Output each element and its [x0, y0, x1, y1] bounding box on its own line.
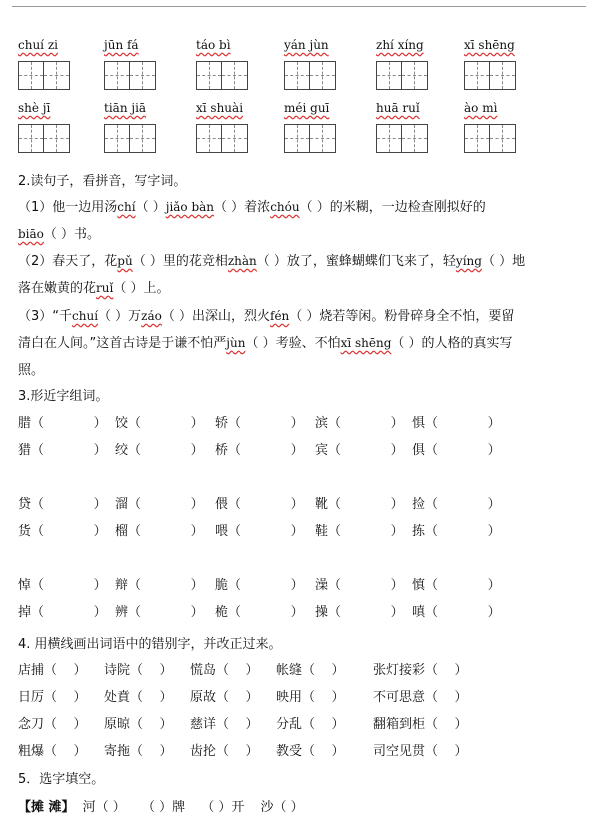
word: 帐缝	[276, 663, 303, 678]
blank-paren[interactable]: （ ）	[328, 443, 404, 458]
char: 靴	[315, 497, 329, 512]
similar-char-item[interactable]	[115, 412, 204, 431]
blank-paren[interactable]: （ ）	[216, 663, 259, 678]
word: 分乱	[276, 717, 303, 732]
word: 原晾	[104, 717, 131, 732]
sentence-1-line-2	[18, 223, 100, 242]
blank-paren[interactable]: （ ）	[128, 605, 204, 620]
blank-paren[interactable]: （ ）	[228, 578, 304, 593]
typo-word-item[interactable]	[276, 740, 345, 759]
blank-paren[interactable]: （ ）	[216, 744, 259, 759]
section3-title: 3.形近字组词。	[18, 389, 109, 404]
char: 绞	[115, 443, 129, 458]
word: 粗爆	[18, 744, 45, 759]
blank-paren[interactable]: （ ）	[425, 497, 501, 512]
grid-cell[interactable]	[105, 125, 130, 152]
writing-grid[interactable]	[104, 124, 156, 153]
similar-char-item[interactable]	[18, 412, 107, 431]
blank-paren[interactable]: （ ）	[216, 717, 259, 732]
blank-paren[interactable]: （ ）	[31, 578, 107, 593]
blank-paren[interactable]: （ ）	[302, 690, 345, 705]
typo-word-item[interactable]	[373, 740, 468, 759]
sentence-3-line-2	[18, 332, 513, 351]
word: 处賁	[104, 690, 131, 705]
word: 诗院	[104, 663, 131, 678]
typo-word-item[interactable]	[18, 713, 87, 732]
s1-blank-2[interactable]: （ ）着浓	[214, 200, 271, 215]
pinyin-label: xī shēng	[464, 38, 515, 52]
similar-char-item[interactable]	[18, 493, 107, 512]
char: 俱	[412, 443, 426, 458]
grid-cell[interactable]	[130, 62, 155, 89]
fill-item-4[interactable]: 沙（ ）	[260, 800, 304, 815]
s2-blank-1[interactable]: （ ）里的花竞相	[132, 254, 228, 269]
section2-title: 2.读句子，看拼音，写字词。	[18, 174, 187, 189]
char: 澡	[315, 578, 329, 593]
typo-word-item[interactable]	[190, 659, 259, 678]
char: 桥	[215, 443, 229, 458]
s3-pinyin-xisheng: xī shēng	[340, 336, 392, 350]
blank-paren[interactable]: （ ）	[130, 663, 173, 678]
typo-word-item[interactable]	[104, 740, 173, 759]
writing-grid[interactable]	[284, 124, 336, 153]
blank-paren[interactable]: （ ）	[44, 717, 87, 732]
similar-char-item[interactable]	[115, 493, 204, 512]
char: 饺	[115, 416, 129, 431]
word: 齿抡	[190, 744, 217, 759]
typo-word-item[interactable]	[373, 713, 468, 732]
s2-text-e: 落在嫩黄的花	[18, 281, 97, 296]
char: 货	[18, 524, 32, 539]
fill-item-2[interactable]: （ ）牌	[141, 800, 186, 815]
writing-grid[interactable]	[464, 124, 516, 153]
blank-paren[interactable]: （ ）	[31, 416, 107, 431]
similar-char-item[interactable]	[115, 439, 204, 458]
s1-blank-3[interactable]: （ ）的米糊，一边检查刚拟好的	[299, 200, 486, 215]
similar-char-item[interactable]	[215, 574, 304, 593]
s2-blank-2[interactable]: （ ）放了，蜜蜂蝴蝶们飞来了，轻	[256, 254, 456, 269]
pinyin-label: táo bì	[196, 38, 231, 52]
char: 滨	[315, 416, 329, 431]
sentence-3-line-1	[18, 305, 514, 324]
similar-char-item[interactable]	[18, 520, 107, 539]
char: 宾	[315, 443, 329, 458]
s3-pinyin-zao: záo	[141, 309, 162, 323]
s3-text-e: 清白在人间。”这首古诗是于谦不怕严	[18, 336, 227, 351]
s3-pinyin-jun: jùn	[226, 336, 246, 350]
typo-word-item[interactable]	[373, 686, 468, 705]
similar-char-item[interactable]	[412, 412, 501, 431]
typo-word-item[interactable]	[104, 713, 173, 732]
blank-paren[interactable]: （ ）	[228, 416, 304, 431]
grid-cell[interactable]	[465, 125, 490, 152]
char: 鞋	[315, 524, 329, 539]
blank-paren[interactable]: （ ）	[328, 578, 404, 593]
blank-paren[interactable]: （ ）	[128, 578, 204, 593]
similar-char-item[interactable]	[215, 601, 304, 620]
s2-blank-4[interactable]: （ ）上。	[113, 281, 170, 296]
similar-char-item[interactable]	[315, 493, 404, 512]
writing-grid[interactable]	[104, 61, 156, 90]
similar-char-item[interactable]	[315, 439, 404, 458]
typo-word-item[interactable]	[104, 686, 173, 705]
char: 辨	[115, 605, 129, 620]
similar-char-item[interactable]	[18, 601, 107, 620]
blank-paren[interactable]: （ ）	[128, 416, 204, 431]
similar-char-item[interactable]	[215, 412, 304, 431]
similar-char-item[interactable]	[412, 493, 501, 512]
blank-paren[interactable]: （ ）	[228, 443, 304, 458]
grid-cell[interactable]	[490, 62, 515, 89]
word: 张灯接彩	[373, 663, 426, 678]
typo-word-item[interactable]	[276, 659, 345, 678]
grid-cell[interactable]	[465, 62, 490, 89]
s1-blank-4[interactable]: （ ）书。	[43, 227, 101, 242]
s2-pinyin-rui: ruǐ	[96, 281, 114, 295]
word: 教受	[276, 744, 303, 759]
s2-pinyin-zhan: zhàn	[227, 254, 257, 268]
word: 念刀	[18, 717, 45, 732]
typo-word-item[interactable]	[18, 659, 87, 678]
blank-paren[interactable]: （ ）	[31, 443, 107, 458]
grid-cell[interactable]	[130, 125, 155, 152]
writing-grid[interactable]	[196, 124, 248, 153]
pinyin-label: zhí xíng	[376, 38, 424, 52]
char: 桅	[215, 605, 229, 620]
blank-paren[interactable]: （ ）	[425, 524, 501, 539]
sentence-3-line-3: 照。	[18, 363, 45, 378]
blank-paren[interactable]: （ ）	[425, 663, 468, 678]
similar-char-item[interactable]	[115, 520, 204, 539]
s3-blank-2[interactable]: （ ）出深山，烈火	[161, 309, 271, 324]
char: 悼	[18, 578, 32, 593]
char: 榴	[115, 524, 129, 539]
pinyin-label: yán jùn	[284, 38, 329, 52]
s1-text-a: （1）他一边用汤	[18, 200, 118, 215]
word: 寄拖	[104, 744, 131, 759]
pinyin-label: shè jī	[18, 101, 51, 115]
sentence-2-line-2	[18, 277, 169, 296]
typo-word-item[interactable]	[104, 659, 173, 678]
char: 惧	[412, 416, 426, 431]
char: 轿	[215, 416, 229, 431]
similar-char-item[interactable]	[412, 574, 501, 593]
writing-grid[interactable]	[464, 61, 516, 90]
similar-char-item[interactable]	[412, 520, 501, 539]
s3-blank-5[interactable]: （ ）的人格的真实写	[391, 336, 513, 351]
s2-pinyin-ying: yíng	[455, 254, 482, 268]
typo-word-item[interactable]	[190, 686, 259, 705]
blank-paren[interactable]: （ ）	[228, 524, 304, 539]
char: 喂	[215, 524, 229, 539]
word: 映用	[276, 690, 303, 705]
grid-cell[interactable]	[19, 62, 44, 89]
grid-cell[interactable]	[44, 125, 69, 152]
grid-cell[interactable]	[105, 62, 130, 89]
pinyin-label: ào mì	[464, 101, 498, 115]
similar-char-item[interactable]	[18, 574, 107, 593]
s3-pinyin-chui: chuí	[72, 309, 99, 323]
section5-title: 5．选字填空。	[18, 772, 105, 787]
blank-paren[interactable]: （ ）	[128, 443, 204, 458]
char: 偎	[215, 497, 229, 512]
char: 溜	[115, 497, 129, 512]
sentence-2-line-1	[18, 250, 525, 269]
writing-grid[interactable]	[18, 61, 70, 90]
similar-char-item[interactable]	[215, 439, 304, 458]
word: 日厉	[18, 690, 45, 705]
s1-pinyin-biao: biāo	[18, 227, 44, 241]
word: 店捕	[18, 663, 45, 678]
blank-paren[interactable]: （ ）	[128, 524, 204, 539]
char: 辩	[115, 578, 129, 593]
blank-paren[interactable]: （ ）	[216, 690, 259, 705]
blank-paren[interactable]: （ ）	[44, 690, 87, 705]
typo-word-item[interactable]	[18, 740, 87, 759]
blank-paren[interactable]: （ ）	[328, 416, 404, 431]
s1-blank-1[interactable]: （ ）	[135, 200, 166, 215]
sentence-1-line-1	[18, 196, 486, 215]
typo-word-item[interactable]	[276, 686, 345, 705]
word: 翻箱到柜	[373, 717, 426, 732]
grid-cell[interactable]	[285, 62, 310, 89]
pinyin-label: méi guī	[284, 101, 330, 115]
char: 猎	[18, 443, 32, 458]
grid-cell[interactable]	[402, 125, 427, 152]
similar-char-item[interactable]	[412, 601, 501, 620]
char: 捡	[412, 497, 426, 512]
similar-char-item[interactable]	[315, 520, 404, 539]
grid-cell[interactable]	[285, 125, 310, 152]
similar-char-item[interactable]	[315, 574, 404, 593]
similar-char-item[interactable]	[215, 493, 304, 512]
writing-grid[interactable]	[18, 124, 70, 153]
grid-cell[interactable]	[310, 62, 335, 89]
blank-paren[interactable]: （ ）	[44, 663, 87, 678]
similar-char-item[interactable]	[18, 439, 107, 458]
blank-paren[interactable]: （ ）	[425, 717, 468, 732]
char: 掉	[18, 605, 32, 620]
char: 嗔	[412, 605, 426, 620]
top-rule	[12, 6, 586, 7]
blank-paren[interactable]: （ ）	[31, 497, 107, 512]
grid-cell[interactable]	[402, 62, 427, 89]
blank-paren[interactable]: （ ）	[130, 744, 173, 759]
char: 贷	[18, 497, 32, 512]
grid-cell[interactable]	[197, 125, 222, 152]
blank-paren[interactable]: （ ）	[425, 605, 501, 620]
s3-blank-3[interactable]: （ ）烧若等闲。粉骨碎身全不怕，要留	[289, 309, 515, 324]
s2-pinyin-pu: pǔ	[117, 254, 133, 268]
s2-blank-3[interactable]: （ ）地	[481, 254, 526, 269]
similar-char-item[interactable]	[215, 520, 304, 539]
pinyin-label: jūn fá	[104, 38, 139, 52]
similar-char-item[interactable]	[315, 412, 404, 431]
blank-paren[interactable]: （ ）	[425, 443, 501, 458]
blank-paren[interactable]: （ ）	[302, 717, 345, 732]
blank-paren[interactable]: （ ）	[130, 690, 173, 705]
s3-blank-4[interactable]: （ ）考验、不怕	[245, 336, 341, 351]
s1-pinyin-chi: chí	[117, 200, 136, 214]
grid-cell[interactable]	[19, 125, 44, 152]
char-choice-bracket: 【摊 滩】	[18, 800, 75, 815]
blank-paren[interactable]: （ ）	[425, 744, 468, 759]
blank-paren[interactable]: （ ）	[328, 497, 404, 512]
blank-paren[interactable]: （ ）	[130, 717, 173, 732]
typo-word-item[interactable]	[190, 713, 259, 732]
s2-text-a: （2）春天了，花	[18, 254, 118, 269]
grid-cell[interactable]	[377, 125, 402, 152]
blank-paren[interactable]: （ ）	[425, 578, 501, 593]
blank-paren[interactable]: （ ）	[31, 524, 107, 539]
s1-pinyin-chou: chóu	[270, 200, 300, 214]
blank-paren[interactable]: （ ）	[302, 663, 345, 678]
grid-cell[interactable]	[222, 125, 247, 152]
blank-paren[interactable]: （ ）	[425, 690, 468, 705]
fill-item-1[interactable]: 河（ ）	[82, 800, 126, 815]
writing-grid[interactable]	[196, 61, 248, 90]
grid-cell[interactable]	[44, 62, 69, 89]
s3-text-a: （3）“千	[18, 309, 73, 324]
char: 操	[315, 605, 329, 620]
blank-paren[interactable]: （ ）	[228, 497, 304, 512]
writing-grid[interactable]	[376, 124, 428, 153]
pinyin-label: xī shuài	[196, 101, 244, 115]
char: 腊	[18, 416, 32, 431]
blank-paren[interactable]: （ ）	[31, 605, 107, 620]
blank-paren[interactable]: （ ）	[328, 524, 404, 539]
pinyin-label: huā ruǐ	[376, 101, 420, 115]
grid-cell[interactable]	[197, 62, 222, 89]
word: 慈详	[190, 717, 217, 732]
fill-item-3[interactable]: （ ）开	[201, 800, 245, 815]
char: 慎	[412, 578, 426, 593]
section5-row	[18, 796, 304, 815]
pinyin-label: chuí zi	[18, 38, 58, 52]
grid-cell[interactable]	[222, 62, 247, 89]
word: 原故	[190, 690, 217, 705]
blank-paren[interactable]: （ ）	[425, 416, 501, 431]
similar-char-item[interactable]	[115, 601, 204, 620]
typo-word-item[interactable]	[190, 740, 259, 759]
word: 司空见贯	[373, 744, 426, 759]
typo-word-item[interactable]	[373, 659, 468, 678]
similar-char-item[interactable]	[412, 439, 501, 458]
section4-title: 4. 用横线画出词语中的错别字，并改正过来。	[18, 637, 282, 652]
word: 不可思意	[373, 690, 426, 705]
grid-cell[interactable]	[490, 125, 515, 152]
blank-paren[interactable]: （ ）	[302, 744, 345, 759]
grid-cell[interactable]	[377, 62, 402, 89]
writing-grid[interactable]	[376, 61, 428, 90]
blank-paren[interactable]: （ ）	[228, 605, 304, 620]
similar-char-item[interactable]	[315, 601, 404, 620]
word: 慌岛	[190, 663, 217, 678]
blank-paren[interactable]: （ ）	[328, 605, 404, 620]
typo-word-item[interactable]	[18, 686, 87, 705]
s3-blank-1[interactable]: （ ）万	[98, 309, 142, 324]
blank-paren[interactable]: （ ）	[44, 744, 87, 759]
writing-grid[interactable]	[284, 61, 336, 90]
grid-cell[interactable]	[310, 125, 335, 152]
similar-char-item[interactable]	[115, 574, 204, 593]
typo-word-item[interactable]	[276, 713, 345, 732]
char: 脆	[215, 578, 229, 593]
s1-pinyin-jiaoban: jiǎo bàn	[165, 200, 215, 214]
s3-pinyin-fen: fén	[270, 309, 290, 323]
pinyin-label: tiān jiā	[104, 101, 147, 115]
blank-paren[interactable]: （ ）	[128, 497, 204, 512]
char: 拣	[412, 524, 426, 539]
